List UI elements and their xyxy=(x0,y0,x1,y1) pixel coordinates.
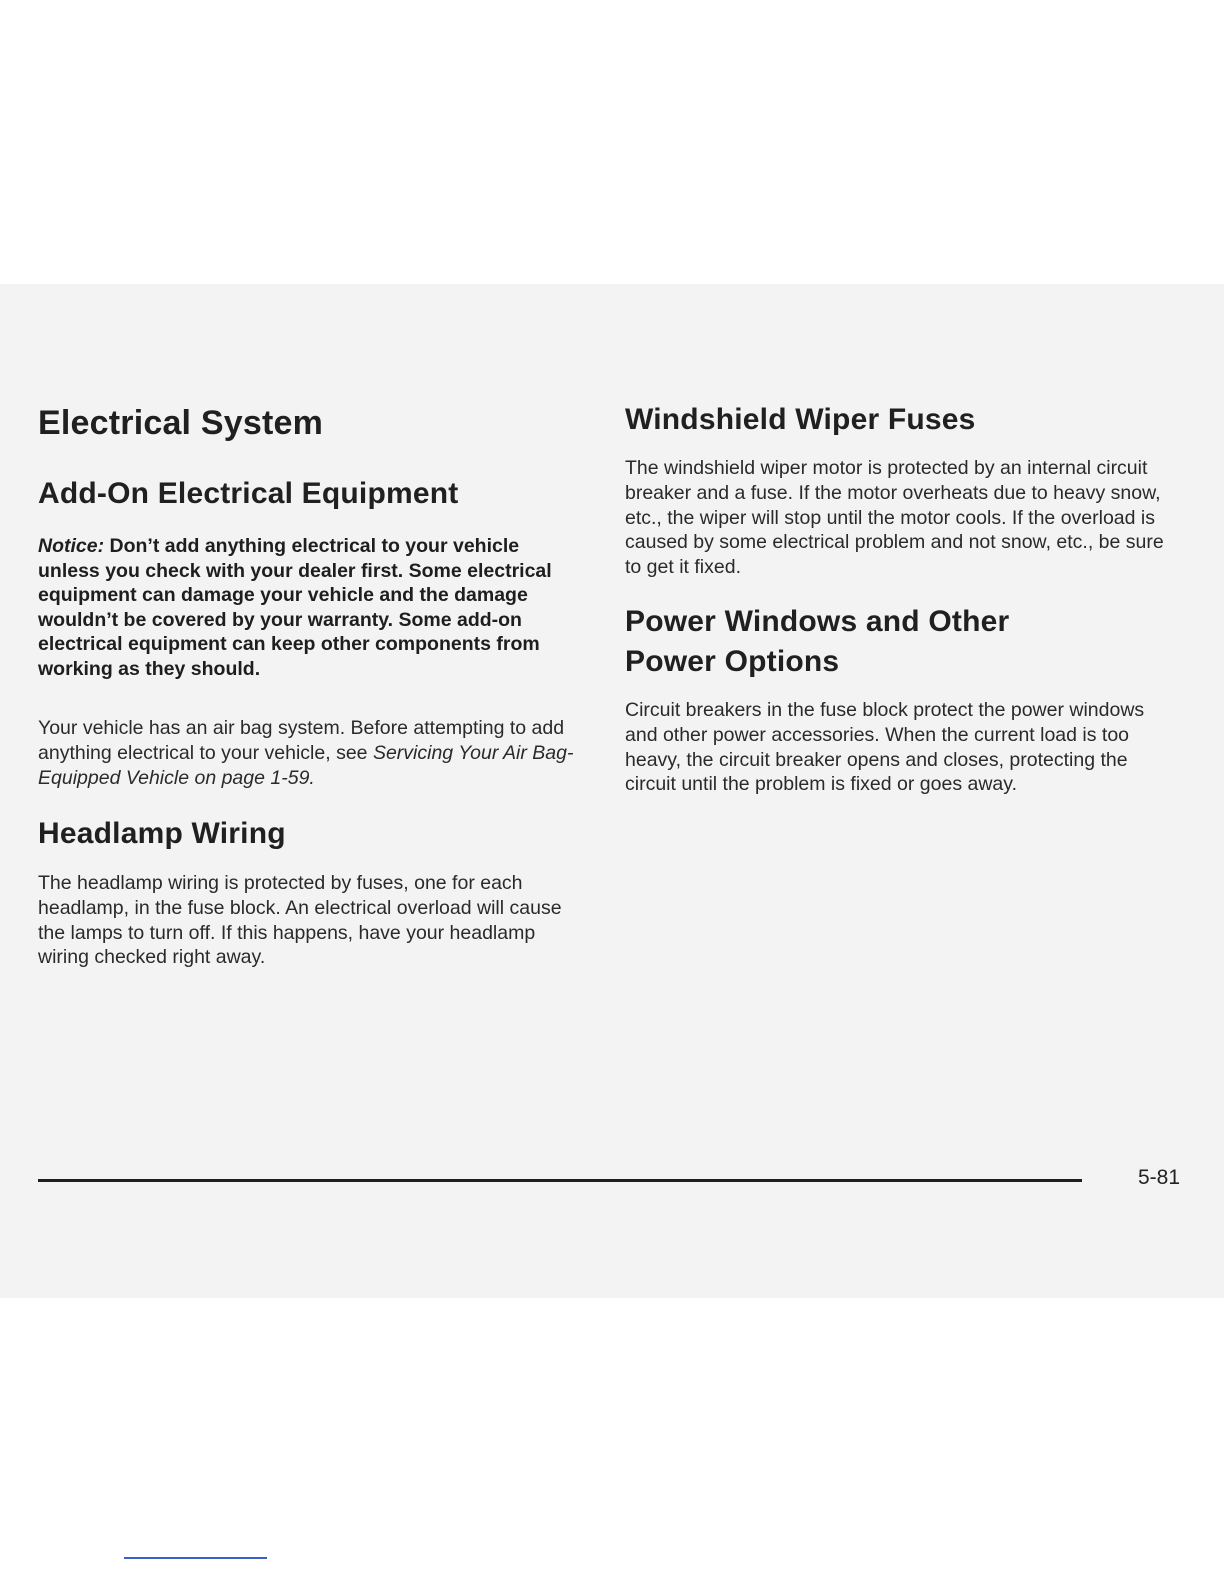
section-heading-headlamp-wiring: Headlamp Wiring xyxy=(38,817,286,850)
notice-paragraph xyxy=(38,534,586,682)
wiper-fuses-paragraph: The windshield wiper motor is protected by an internal circuit breaker and a fuse. If the motor overheats due to heavy snow, etc., the wiper will stop until the motor cools. If the overload is caused by some electrical problem and not snow, etc., be sure to get it fixed. xyxy=(625,457,1164,579)
page-title: Electrical System xyxy=(38,404,324,442)
manual-page xyxy=(0,284,1224,1298)
section-heading-power-windows: Power Windows and Other Power Options xyxy=(625,605,1010,678)
footer-rule xyxy=(38,1179,1082,1182)
servicing-reference: Servicing Your Air Bag-Equipped Vehicle on page 1-59. xyxy=(38,741,574,789)
headlamp-wiring-paragraph: The headlamp wiring is protected by fuses, one for each headlamp, in the fuse block. An electrical overload will cause the lamps to turn off. If this happens, have your headlamp wiring checked right away. xyxy=(38,872,562,969)
page-number: 5-81 xyxy=(1138,1166,1181,1189)
footer-link-underline xyxy=(124,1557,267,1559)
air-bag-text: Your vehicle has an air bag system. Before attempting to add anything electrical to your vehicle, see xyxy=(38,717,565,764)
section-heading-add-on-equipment: Add-On Electrical Equipment xyxy=(38,477,459,510)
notice-text: Don’t add anything electrical to your vehicle unless you check with your dealer first. Some electrical equipment can damage your vehicle and the damage wouldn’t be covered by your warranty. Some add-on electrical equipment can keep other components from working as they should. xyxy=(38,535,552,680)
section-heading-wiper-fuses: Windshield Wiper Fuses xyxy=(625,403,976,436)
power-windows-paragraph: Circuit breakers in the fuse block protect the power windows and other power accessories. When the current load is too heavy, the circuit breaker opens and closes, protecting the circuit until the problem is fixed or goes away. xyxy=(625,699,1145,796)
notice-label: Notice: xyxy=(38,535,105,557)
air-bag-paragraph xyxy=(38,716,583,790)
